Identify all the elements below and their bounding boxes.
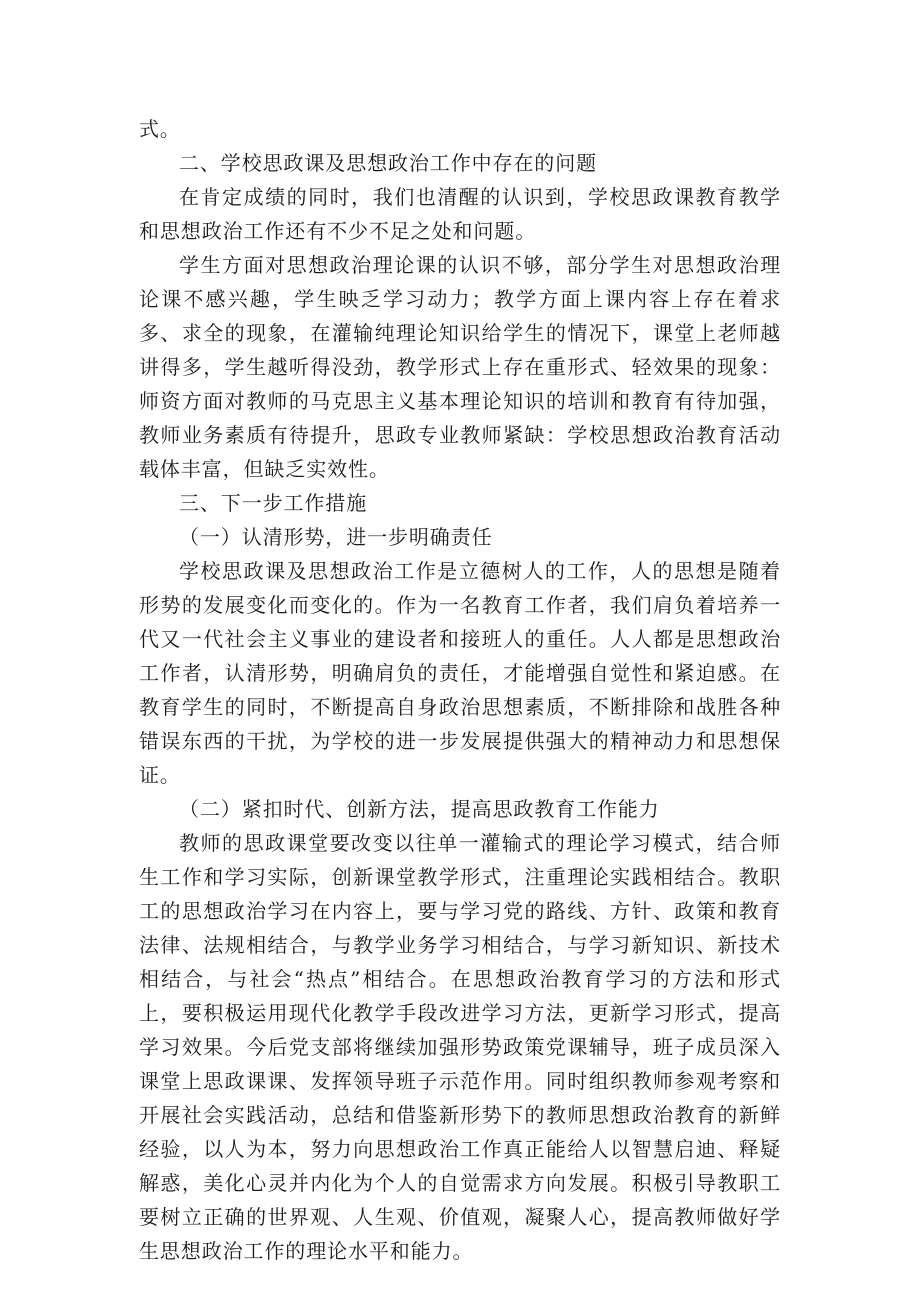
document-page [139,112,781,1268]
subsection-1-heading: （一）认清形势，进一步明确责任 [179,525,493,549]
section-2-heading: 二、学校思政课及思想政治工作中存在的问题 [179,151,597,175]
section-2-paragraph-2: 学生方面对思想政治理论课的认识不够，部分学生对思想政治理论课不感兴趣，学生映乏学习动力；教学方面上课内容上存在着求多、求全的现象，在灌输纯理论知识给学生的情况下，课堂上老师越讲得多，学生越听得没劲，教学形式上存在重形式、轻效果的现象：师资方面对教师的马克思主义基本理论知识的培训和教育有待加强，教师业务素质有待提升，思政专业教师紧缺：学校思想政治教育活动载体丰富，但缺乏实效性。 [139,253,781,481]
subsection-2-heading: （二）紧扣时代、创新方法，提高思政教育工作能力 [179,797,660,821]
section-2-paragraph-1: 在肯定成绩的同时，我们也清醒的认识到，学校思政课教育教学和思想政治工作还有不少不足之处和问题。 [139,185,781,243]
continued-line: 式。 [139,117,181,141]
subsection-1-paragraph: 学校思政课及思想政治工作是立德树人的工作，人的思想是随着形势的发展变化而变化的。作为一名教育工作者，我们肩负着培养一代又一代社会主义事业的建设者和接班人的重任。人人都是思想政治工作者，认清形势，明确肩负的责任，才能增强自觉性和紧迫感。在教育学生的同时，不断提高自身政治思想素质，不断排除和战胜各种错误东西的干扰，为学校的进一步发展提供强大的精神动力和思想保证。 [139,559,781,787]
section-3-heading: 三、下一步工作措施 [179,491,368,515]
subsection-2-paragraph: 教师的思政课堂要改变以往单一灌输式的理论学习模式，结合师生工作和学习实际，创新课堂教学形式，注重理论实践相结合。教职工的思想政治学习在内容上，要与学习党的路线、方针、政策和教育法律、法规相结合，与教学业务学习相结合，与学习新知识、新技术相结合，与社会“热点”相结合。在思想政治教育学习的方法和形式上，要积极运用现代化教学手段改进学习方法，更新学习形式，提高学习效果。今后党支部将继续加强形势政策党课辅导，班子成员深入课堂上思政课课、发挥领导班子示范作用。同时组织教师参观考察和开展社会实践活动，总结和借鉴新形势下的教师思想政治教育的新鲜经验，以人为本，努力向思想政治工作真正能给人以智慧启迪、释疑解惑，美化心灵并内化为个人的自觉需求方向发展。积极引导教职工要树立正确的世界观、人生观、价值观，凝聚人心，提高教师做好学生思想政治工作的理论水平和能力。 [139,831,781,1263]
